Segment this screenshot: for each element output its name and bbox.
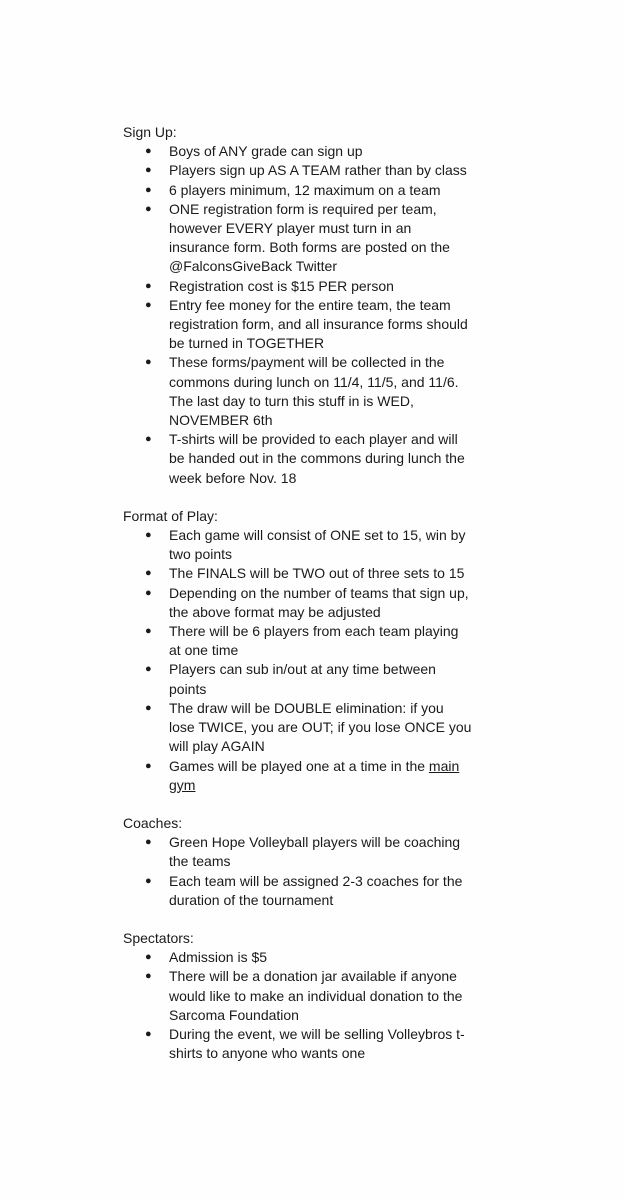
- list-item-text: There will be a donation jar available if anyone would like to make an individual donation to the Sarcoma Foundation: [169, 968, 463, 1023]
- bullet-icon: ●: [145, 625, 152, 638]
- list-item: [123, 1025, 473, 1063]
- list-item: [123, 660, 473, 698]
- bullet-icon: ●: [145, 970, 152, 983]
- list-item-text: These forms/payment will be collected in the commons during lunch on 11/4, 11/5, and 11/6. The last day to turn this stuff in is WED, NOVEMBER 6th: [169, 354, 459, 429]
- section-sign-up: [123, 123, 473, 488]
- section-heading: Spectators:: [123, 929, 194, 946]
- list-item-text: Each team will be assigned 2-3 coaches for the duration of the tournament: [169, 872, 463, 908]
- section-heading: Coaches:: [123, 814, 183, 831]
- list-item: [123, 699, 473, 757]
- bullet-list: [123, 833, 473, 910]
- bullet-icon: ●: [145, 586, 152, 599]
- list-item-text: ONE registration form is required per team, however EVERY player must turn in an insurance form. Both forms are posted on the @FalconsGiveBack Twitter: [169, 200, 450, 275]
- bullet-list: [123, 526, 473, 795]
- list-item-text: Players sign up AS A TEAM rather than by class: [169, 162, 467, 179]
- document-body: [123, 123, 473, 1082]
- list-item-text: There will be 6 players from each team playing at one time: [169, 623, 459, 659]
- list-item: [123, 142, 473, 161]
- bullet-icon: ●: [145, 951, 152, 964]
- bullet-icon: ●: [145, 356, 152, 369]
- bullet-icon: ●: [145, 663, 152, 676]
- bullet-icon: ●: [145, 529, 152, 542]
- bullet-icon: ●: [145, 202, 152, 215]
- bullet-icon: ●: [145, 759, 152, 772]
- list-item-text: The FINALS will be TWO out of three sets to 15: [169, 565, 465, 582]
- list-item: [123, 967, 473, 1025]
- list-item-text: Games will be played one at a time in the: [169, 757, 429, 774]
- underlined-text: main gym: [169, 757, 460, 793]
- list-item: [123, 948, 473, 967]
- list-item-text: Registration cost is $15 PER person: [169, 277, 394, 294]
- list-item: [123, 526, 473, 564]
- list-item-text: Each game will consist of ONE set to 15, win by two points: [169, 527, 466, 563]
- list-item: [123, 757, 473, 795]
- bullet-icon: ●: [145, 145, 152, 158]
- bullet-icon: ●: [145, 1027, 152, 1040]
- list-item-text: T-shirts will be provided to each player and will be handed out in the commons during lunch the week before Nov. 18: [169, 431, 465, 486]
- list-item-text: Green Hope Volleyball players will be coaching the teams: [169, 834, 461, 870]
- list-item: [123, 200, 473, 277]
- bullet-icon: ●: [145, 164, 152, 177]
- list-item: [123, 833, 473, 871]
- list-item: [123, 181, 473, 200]
- list-item-text: During the event, we will be selling Volleybros t-shirts to anyone who wants one: [169, 1025, 465, 1062]
- bullet-icon: ●: [145, 567, 152, 580]
- list-item-text: Boys of ANY grade can sign up: [169, 143, 363, 160]
- list-item: [123, 622, 473, 660]
- bullet-icon: ●: [145, 279, 152, 292]
- bullet-list: [123, 142, 473, 488]
- list-item: [123, 277, 473, 296]
- list-item-text: Entry fee money for the entire team, the team registration form, and all insurance forms should be turned in TOGETHER: [169, 296, 468, 352]
- list-item-text: 6 players minimum, 12 maximum on a team: [169, 181, 441, 198]
- list-item: [123, 872, 473, 910]
- bullet-icon: ●: [145, 433, 152, 446]
- bullet-icon: ●: [145, 836, 152, 849]
- list-item-text: Players can sub in/out at any time between points: [169, 661, 436, 697]
- section-coaches: [123, 814, 473, 910]
- list-item-text: The draw will be DOUBLE elimination: if you lose TWICE, you are OUT; if you lose ONCE you will play AGAIN: [169, 699, 472, 755]
- section-spectators: [123, 929, 473, 1063]
- bullet-icon: ●: [145, 183, 152, 196]
- list-item: [123, 353, 473, 430]
- list-item: [123, 296, 473, 354]
- list-item-text: Depending on the number of teams that sign up, the above format may be adjusted: [169, 584, 469, 620]
- list-item: [123, 584, 473, 622]
- list-item: [123, 430, 473, 488]
- section-heading: Format of Play:: [123, 507, 218, 524]
- list-item: [123, 161, 473, 180]
- bullet-list: [123, 948, 473, 1063]
- list-item-text: Admission is $5: [169, 949, 268, 966]
- list-item: [123, 564, 473, 583]
- section-format-of-play: [123, 507, 473, 795]
- bullet-icon: ●: [145, 874, 152, 887]
- bullet-icon: ●: [145, 298, 152, 311]
- section-heading: Sign Up:: [123, 124, 177, 140]
- bullet-icon: ●: [145, 701, 152, 714]
